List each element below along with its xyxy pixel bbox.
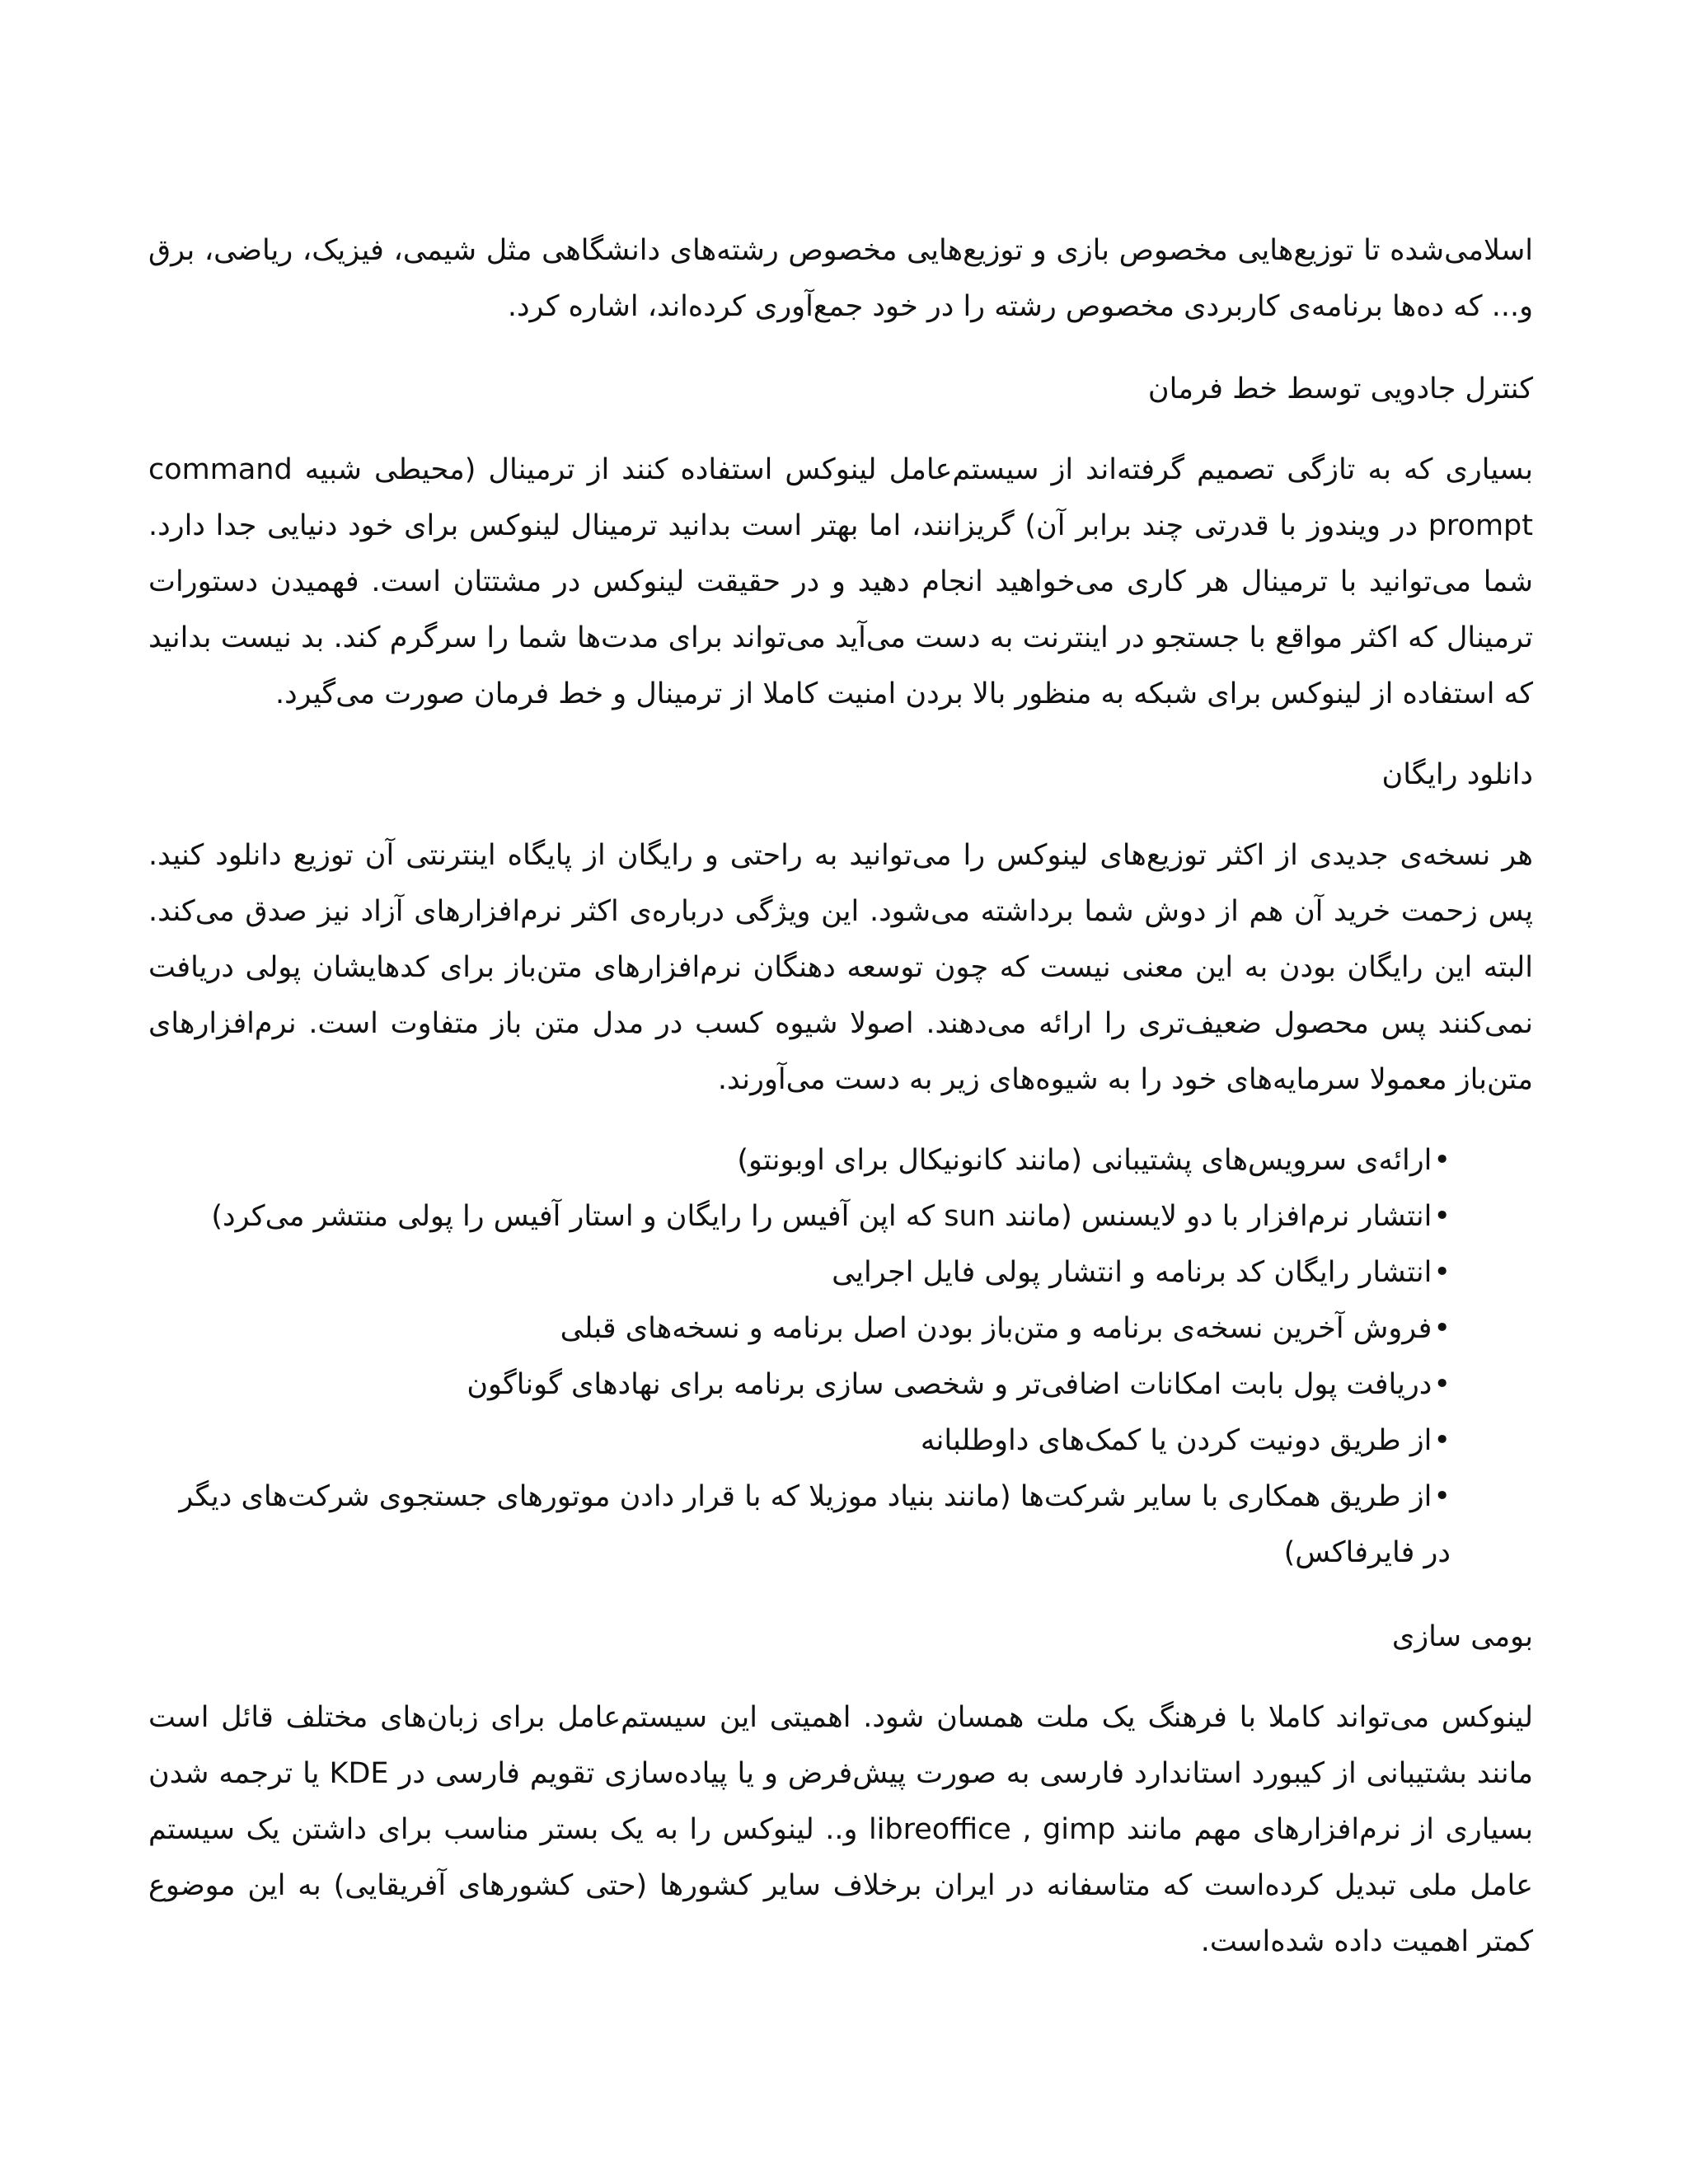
- document-page: [148, 223, 1533, 1970]
- list-item: [148, 1413, 1451, 1469]
- list-item: [148, 1357, 1451, 1413]
- terminal-paragraph: بسیاری که به تازگی تصمیم گرفته‌اند از سیستم‌عامل لینوکس استفاده کنند از ترمینال (محیطی شبیه command prompt در ویندوز با قدرتی چند برابر آن) گریزانند، اما بهتر است بدانید ترمینال لینوکس برای خود دنیایی جدا دارد. شما می‌توانید با ترمینال هر کاری می‌خواهید انجام دهید و در حقیقت لینوکس در مشتتان است. فهمیدن دستورات ترمینال که اکثر مواقع با جستجو در اینترنت به دست می‌آید می‌تواند برای مدت‌ها شما را سرگرم کند. بد نیست بدانید که استفاده از لینوکس برای شبکه به منظور بالا بردن امنیت کاملا از ترمینال و خط فرمان صورت می‌گیرد.: [148, 453, 1533, 710]
- list-item-text: انتشار نرم‌افزار با دو لایسنس (مانند sun که اپن آفیس را رایگان و استار آفیس را پولی منتشر می‌کرد): [211, 1200, 1432, 1233]
- bullet-icon: •: [1433, 1256, 1451, 1289]
- bullet-icon: •: [1433, 1424, 1451, 1457]
- list-item-text: ارائه‌ی سرویس‌های پشتیبانی (مانند کانونیکال برای اوبونتو): [737, 1144, 1432, 1177]
- bullet-icon: •: [1433, 1368, 1451, 1401]
- heading-localization: بومی سازی: [1391, 1620, 1533, 1653]
- bullet-icon: •: [1433, 1200, 1451, 1233]
- revenue-list: [148, 1132, 1533, 1581]
- list-item: [148, 1188, 1451, 1244]
- list-item-text: انتشار رایگان کد برنامه و انتشار پولی فایل اجرایی: [832, 1256, 1432, 1289]
- bullet-icon: •: [1433, 1144, 1451, 1177]
- bullet-icon: •: [1433, 1312, 1451, 1345]
- list-item-text: دریافت پول بابت امکانات اضافی‌تر و شخصی سازی برنامه برای نهادهای گوناگون: [467, 1368, 1432, 1401]
- list-item-text: از طریق همکاری با سایر شرکت‌ها (مانند بنیاد موزیلا که با قرار دادن موتورهای جستجوی شرکت‌های دیگر در فایرفاکس): [179, 1480, 1451, 1569]
- localization-paragraph: لینوکس می‌تواند کاملا با فرهنگ یک ملت همسان شود. اهمیتی این سیستم‌عامل برای زبان‌های مختلف قائل است مانند بشتیبانی از کیبورد استاندارد فارسی به صورت پیش‌فرض و یا پیاده‌سازی تقویم فارسی در KDE یا ترجمه شدن بسیاری از نرم‌افزارهای مهم مانند libreoffice , gimp و.. لینوکس را به یک بستر مناسب برای داشتن یک سیستم عامل ملی تبدیل کرده‌است که متاسفانه در ایران برخلاف سایر کشورها (حتی کشورهای آفریقایی) به این موضوع کمتر اهمیت داده شده‌است.: [148, 1701, 1533, 1958]
- list-item-text: فروش آخرین نسخه‌ی برنامه و متن‌باز بودن اصل برنامه و نسخه‌های قبلی: [560, 1312, 1432, 1345]
- list-item: [148, 1132, 1451, 1188]
- bullet-icon: •: [1433, 1480, 1451, 1513]
- list-item: [148, 1244, 1451, 1301]
- list-item-text: از طریق دونیت کردن یا کمک‌های داوطلبانه: [920, 1424, 1432, 1457]
- intro-paragraph: اسلامی‌شده تا توزیع‌هایی مخصوص بازی و توزیع‌هایی مخصوص رشته‌های دانشگاهی مثل شیمی، فیزیک، ریاضی، برق و... که ده‌ها برنامه‌ی کاربردی مخصوص رشته را در خود جمع‌آوری کرده‌اند، اشاره کرد.: [148, 234, 1533, 323]
- list-item: [148, 1469, 1451, 1581]
- heading-free-download: دانلود رایگان: [1381, 758, 1533, 791]
- heading-terminal: کنترل جادویی توسط خط فرمان: [1147, 373, 1533, 405]
- list-item: [148, 1301, 1451, 1357]
- free-download-paragraph: هر نسخه‌ی جدیدی از اکثر توزیع‌های لینوکس را می‌توانید به راحتی و رایگان از پایگاه اینترنتی آن توزیع دانلود کنید. پس زحمت خرید آن هم از دوش شما برداشته می‌شود. این ویژگی درباره‌ی اکثر نرم‌افزارهای آزاد نیز صدق می‌کند. البته این رایگان بودن به این معنی نیست که چون توسعه دهنگان نرم‌افزارهای متن‌باز برای کدهایشان پولی دریافت نمی‌کنند پس محصول ضعیف‌تری را ارائه می‌دهند. اصولا شیوه کسب در مدل متن باز متفاوت است. نرم‌افزارهای متن‌باز معمولا سرمایه‌های خود را به شیوه‌های زیر به دست می‌آورند.: [148, 839, 1533, 1096]
